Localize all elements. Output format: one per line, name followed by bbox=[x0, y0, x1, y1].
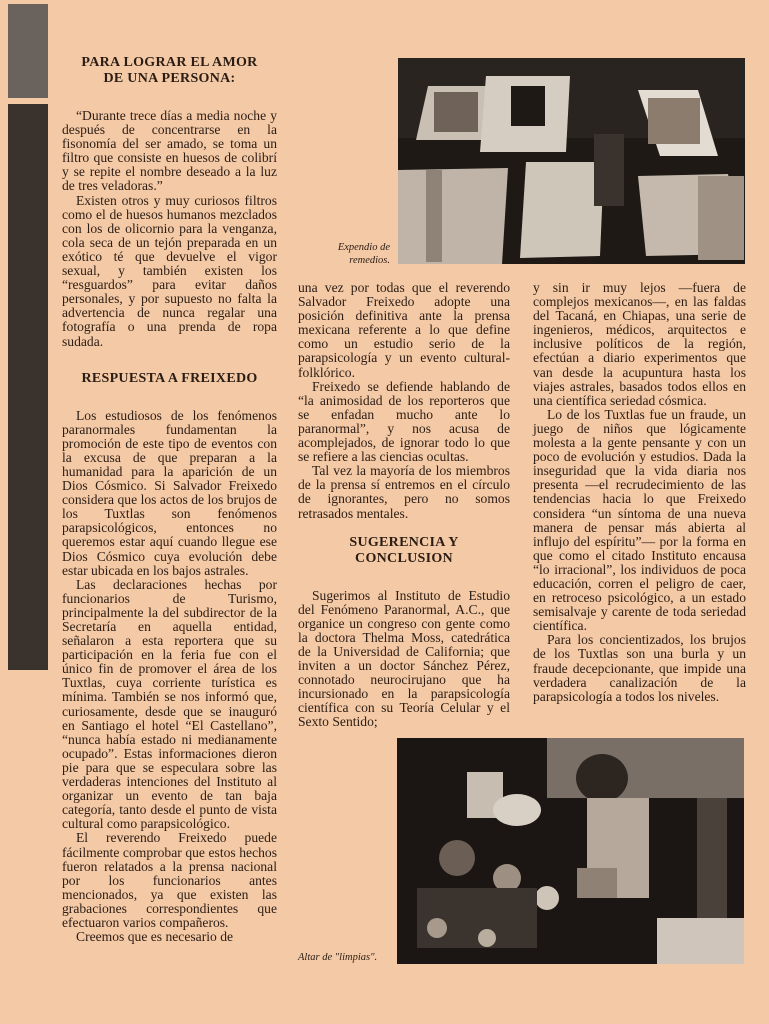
col3-paragraph-1: y sin ir muy lejos —fuera de complejos mexicanos—, en las faldas del Tacaná, en Chiapas, una serie de ingenieros, médicos, arquitectos e inclusive políticos de la región, efectúan a diario experimentos que van desde la acupuntura hasta los viajes astrales, basados todos ellos en una científica seriedad cósmica. bbox=[533, 280, 746, 408]
col3-paragraph-3: Para los concientizados, los brujos de los Tuxtlas son una burla y un fraude decepcionante, que impide una verdadera canalización de la parapsicología a todos los niveles. bbox=[533, 632, 746, 704]
col1-paragraph-5: El reverendo Freixedo puede fácilmente comprobar que estos hechos fueron relatados a la prensa nacional por los funcionarios antes mencionados, ya que existen las grabaciones correspondientes que efectuaron varios compañeros. bbox=[62, 830, 277, 930]
photo-remedies-stall bbox=[398, 58, 745, 264]
photo-limpias-altar bbox=[397, 738, 744, 964]
heading-para-lograr: PARA LOGRAR EL AMOR DE UNA PERSONA: bbox=[81, 55, 258, 86]
col1-paragraph-4: Las declaraciones hechas por funcionarios de Turismo, principalmente la del subdirector de la Secretaría en aquella entidad, señalaron a esta reportera que su participación en la feria fue con el único fin de promover el área de los Tuxtlas, cuya corriente turística es mínima. También se nos informó que, curiosamente, desde que se inauguró en Santiago el hotel “El Castellano”, “nunca había estado ni medianamente ocupado”. Estas informaciones dieron pie para que se especulara sobre las verdaderas intenciones del Instituto al organizar un evento de tan baja categoría, tanto desde el punto de vista cultural como parapsicológico. bbox=[62, 576, 277, 832]
heading-sugerencia-conclusion: SUGERENCIA Y CONCLUSION bbox=[349, 534, 459, 566]
column-3 bbox=[533, 281, 746, 704]
col2-paragraph-3: Tal vez la mayoría de los miembros de la prensa sí entremos en el círculo de ignorantes, pero no somos retrasados mentales. bbox=[298, 463, 510, 521]
caption-bottom-photo: Altar de "limpias". bbox=[298, 952, 378, 963]
remedies-stall-image bbox=[398, 58, 745, 264]
column-1 bbox=[62, 55, 277, 944]
left-edge-strip-upper bbox=[8, 4, 48, 98]
column-2 bbox=[298, 281, 510, 730]
col1-paragraph-2: Existen otros y muy curiosos filtros como el de huesos humanos mezclados con los de olicornio para la venganza, cola seca de un tejón preparada en un exótico té que devuelve el vigor sexual, y también existen los “resguardos” para evitar daños personales, y por supuesto no falta la advertencia de nunca regalar una fotografía o una prenda de ropa sudada. bbox=[62, 192, 277, 349]
col2-paragraph-1: una vez por todas que el reverendo Salvador Freixedo adopte una posición definitiva ante la prensa mexicana referente a lo que define como un estudio serio de la parapsicología y un evento cultural-folklórico. bbox=[298, 280, 510, 380]
col2-paragraph-4: Sugerimos al Instituto de Estudio del Fenómeno Paranormal, A.C., que organice un congreso con gente como la doctora Thelma Moss, catedrática de la Universidad de California; que inviten a un doctor Sánchez Pérez, connotado neurocirujano que ha incursionado en la parapsicología científica con su Teoría Celular y el Sexto Sentido; bbox=[298, 587, 510, 730]
col1-paragraph-3: Los estudiosos de los fenómenos paranormales fundamentan la promoción de este tipo de eventos con la excusa de que preparan a la humanidad para la aparición de un Dios Cósmico. Si Salvador Freixedo considera que los actos de los brujos de los Tuxtlas son fenómenos parapsicológicos, entonces no queremos estar aquí cuando llegue ese Dios Cósmico cuya evolución debe estar ubicada en los bajos astrales. bbox=[62, 407, 277, 578]
col2-paragraph-2: Freixedo se defiende hablando de “la animosidad de los reporteros que se enfadan mucho ante lo paranormal”, y nos acusa de acomplejados, de ignorar todo lo que se refiere a las ciencias ocultas. bbox=[298, 378, 510, 465]
limpias-altar-image bbox=[397, 738, 744, 964]
col3-paragraph-2: Lo de los Tuxtlas fue un fraude, un juego de niños que lógicamente molesta a la gente pensante y con un poco de evolución y estudios. Dada la inseguridad que la vida diaria nos presenta —el recrudecimiento de las tendencias hacia lo que Freixedo considera “un síntoma de una nueva manera de pensar más abierta al influjo del espíritu”— por la forma en que como el citado Instituto encausa “lo irracional”, los individuos de poca educación, corren el peligro de caer, en retroceso psicológico, a un estado semisalvaje y carente de toda seriedad científica. bbox=[533, 406, 746, 634]
col1-paragraph-1: “Durante trece días a media noche y después de concentrarse en la fisonomía del ser amado, se toma un filtro que consiste en huesos de colibrí y se repite el nombre deseado a la luz de tres veladoras.” bbox=[62, 108, 277, 194]
left-edge-strip-lower bbox=[8, 104, 48, 670]
caption-top-photo: Expendio de remedios. bbox=[337, 242, 390, 266]
heading-respuesta-freixedo: RESPUESTA A FREIXEDO bbox=[81, 370, 258, 386]
col1-paragraph-6: Creemos que es necesario de bbox=[76, 929, 234, 945]
